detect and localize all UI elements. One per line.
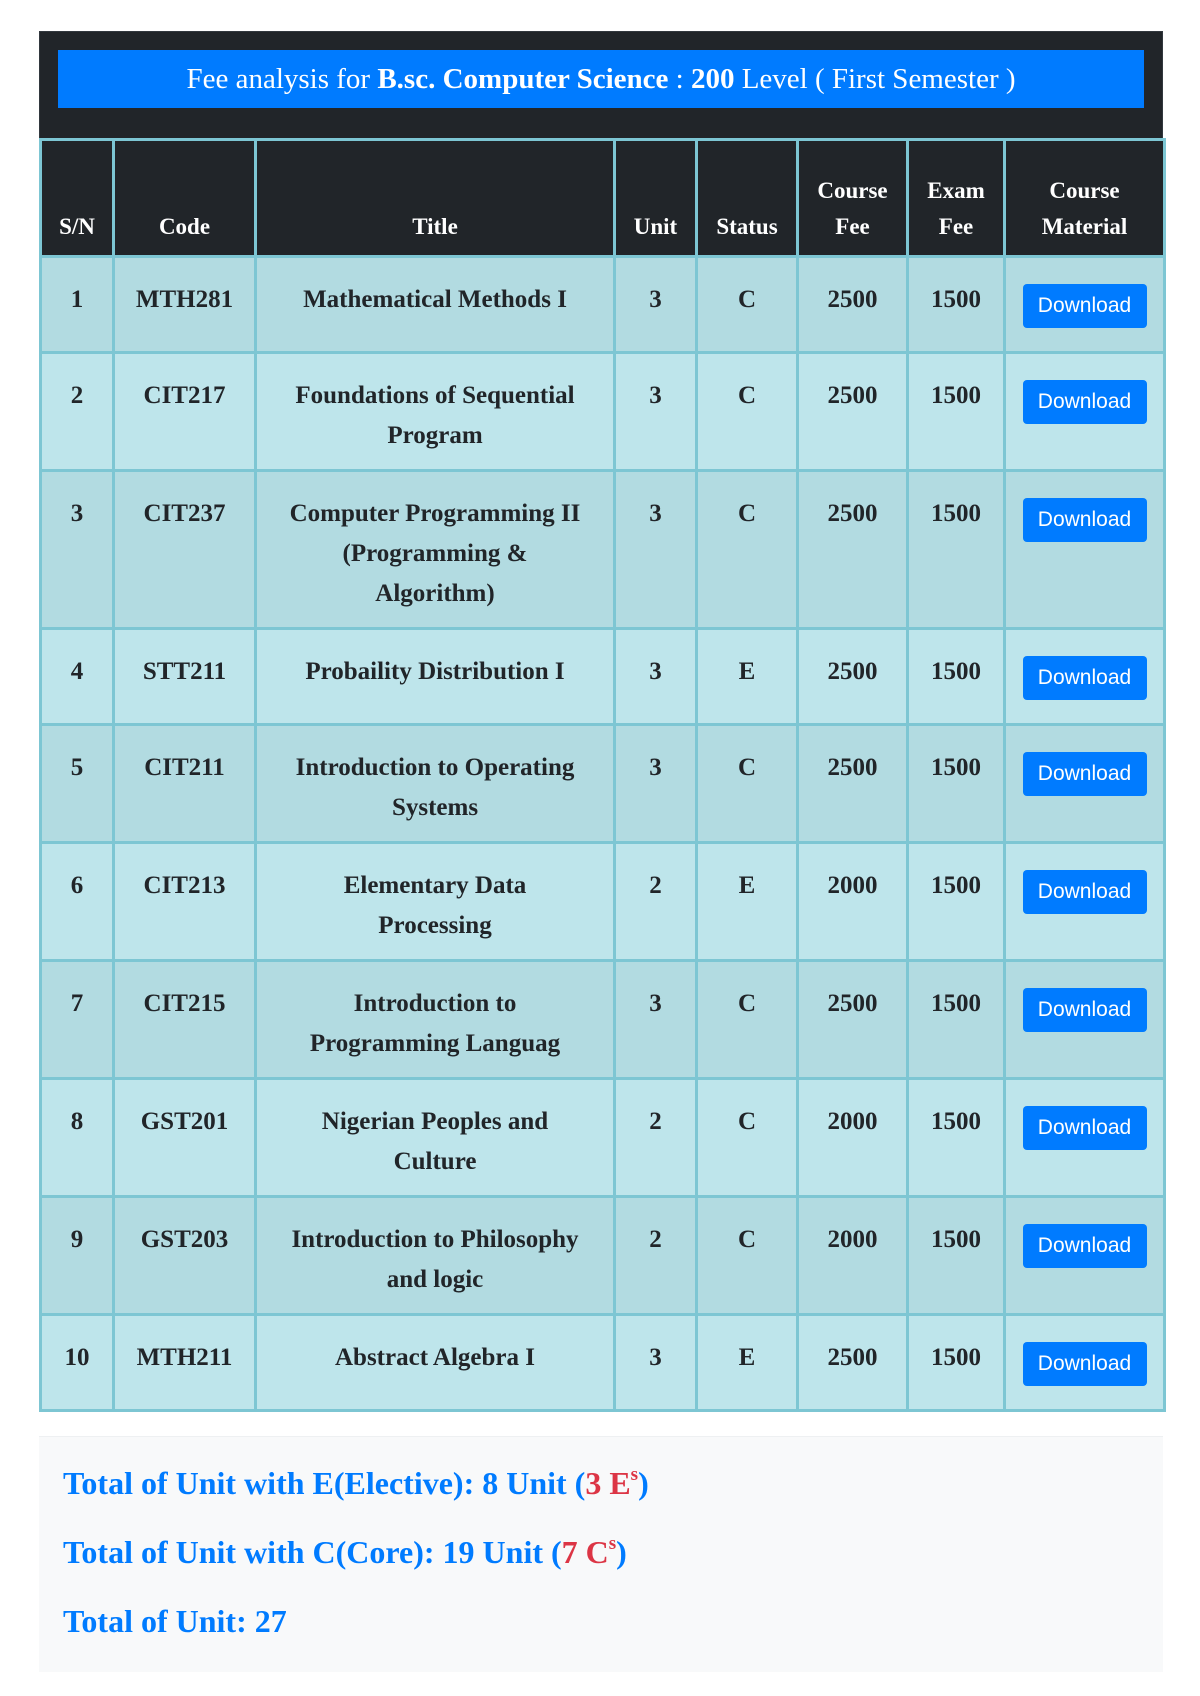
cell-code: STT211 [114,629,256,725]
cell-status: E [697,629,798,725]
program-name: B.sc. Computer Science [377,62,669,95]
cell-sn: 6 [41,843,114,961]
cell-sn: 7 [41,961,114,1079]
core-total: Total of Unit with C(Core): 19 Unit (7 $C^s$) [63,1533,627,1570]
header-exam-fee: Exam Fee [908,140,1005,257]
download-button[interactable]: Download [1023,870,1147,914]
cell-code: CIT217 [114,353,256,471]
cell-title: Abstract Algebra I [256,1315,615,1411]
cell-sn: 9 [41,1197,114,1315]
download-button[interactable]: Download [1023,752,1147,796]
elective-count: 3 $E^s$ [585,1464,639,1501]
cell-sn: 10 [41,1315,114,1411]
cell-material [1005,471,1165,629]
level-number: 200 [690,62,735,95]
header-status: Status [697,140,798,257]
cell-exam-fee: 1500 [908,353,1005,471]
cell-unit: 3 [615,725,697,843]
cell-title: Nigerian Peoples and Culture [256,1079,615,1197]
table-row [41,629,1165,725]
cell-unit: 3 [615,257,697,353]
cell-status: C [697,1197,798,1315]
table-row [41,257,1165,353]
cell-material [1005,1315,1165,1411]
cell-material [1005,257,1165,353]
cell-code: GST203 [114,1197,256,1315]
cell-code: MTH211 [114,1315,256,1411]
table-row [41,1079,1165,1197]
cell-exam-fee: 1500 [908,725,1005,843]
cell-sn: 8 [41,1079,114,1197]
download-button[interactable]: Download [1023,498,1147,542]
cell-course-fee: 2500 [798,961,908,1079]
cell-status: E [697,1315,798,1411]
cell-material [1005,629,1165,725]
header-title: Title [256,140,615,257]
cell-unit: 3 [615,471,697,629]
cell-status: C [697,1079,798,1197]
download-button[interactable]: Download [1023,284,1147,328]
header-code: Code [114,140,256,257]
cell-course-fee: 2500 [798,629,908,725]
cell-material [1005,961,1165,1079]
banner-prefix: Fee analysis for [186,62,378,95]
cell-unit: 3 [615,961,697,1079]
cell-code: CIT213 [114,843,256,961]
download-button[interactable]: Download [1023,1224,1147,1268]
cell-course-fee: 2500 [798,471,908,629]
cell-title: Elementary Data Processing [256,843,615,961]
header-course-fee: Course Fee [798,140,908,257]
cell-unit: 2 [615,843,697,961]
download-button[interactable]: Download [1023,1342,1147,1386]
cell-status: E [697,843,798,961]
header-sn: S/N [41,140,114,257]
cell-exam-fee: 1500 [908,629,1005,725]
cell-sn: 1 [41,257,114,353]
cell-material [1005,353,1165,471]
table-row [41,843,1165,961]
cell-title: Foundations of Sequential Program [256,353,615,471]
cell-status: C [697,353,798,471]
cell-sn: 4 [41,629,114,725]
cell-exam-fee: 1500 [908,961,1005,1079]
cell-exam-fee: 1500 [908,1079,1005,1197]
cell-code: CIT237 [114,471,256,629]
cell-title: Probaility Distribution I [256,629,615,725]
cell-course-fee: 2000 [798,1079,908,1197]
download-button[interactable]: Download [1023,656,1147,700]
cell-unit: 2 [615,1197,697,1315]
cell-exam-fee: 1500 [908,1315,1005,1411]
cell-status: C [697,471,798,629]
cell-exam-fee: 1500 [908,843,1005,961]
cell-material [1005,725,1165,843]
unit-summary [39,1436,1163,1672]
cell-code: CIT211 [114,725,256,843]
courses-table [39,138,1166,1412]
cell-exam-fee: 1500 [908,257,1005,353]
cell-code: GST201 [114,1079,256,1197]
cell-status: C [697,961,798,1079]
grand-total: Total of Unit: 27 [63,1603,287,1639]
level-suffix: Level ( First Semester ) [734,62,1016,95]
header-course-material: Course Material [1005,140,1165,257]
cell-material [1005,1079,1165,1197]
cell-code: MTH281 [114,257,256,353]
elective-total: Total of Unit with E(Elective): 8 Unit (3 $E^s$) [63,1464,649,1501]
cell-exam-fee: 1500 [908,471,1005,629]
cell-unit: 3 [615,1315,697,1411]
cell-status: C [697,725,798,843]
cell-course-fee: 2500 [798,1315,908,1411]
cell-material [1005,1197,1165,1315]
fee-analysis-banner [58,50,1144,108]
table-row [41,353,1165,471]
cell-title: Mathematical Methods I [256,257,615,353]
table-row [41,1197,1165,1315]
cell-status: C [697,257,798,353]
core-count: 7 $C^s$ [561,1533,617,1570]
cell-unit: 2 [615,1079,697,1197]
banner-container [39,31,1163,138]
cell-sn: 5 [41,725,114,843]
download-button[interactable]: Download [1023,1106,1147,1150]
table-row [41,725,1165,843]
table-header-row [41,140,1165,257]
table-row [41,961,1165,1079]
cell-unit: 3 [615,353,697,471]
fee-analysis-panel [39,31,1163,1672]
banner-separator: : [668,62,691,95]
cell-code: CIT215 [114,961,256,1079]
cell-title: Introduction to Philosophy and logic [256,1197,615,1315]
header-unit: Unit [615,140,697,257]
cell-course-fee: 2000 [798,1197,908,1315]
download-button[interactable]: Download [1023,988,1147,1032]
cell-exam-fee: 1500 [908,1197,1005,1315]
cell-course-fee: 2500 [798,725,908,843]
cell-title: Computer Programming II (Programming & Algorithm) [256,471,615,629]
table-row [41,471,1165,629]
cell-sn: 3 [41,471,114,629]
cell-title: Introduction to Operating Systems [256,725,615,843]
cell-title: Introduction to Programming Languag [256,961,615,1079]
cell-sn: 2 [41,353,114,471]
cell-course-fee: 2000 [798,843,908,961]
download-button[interactable]: Download [1023,380,1147,424]
table-row [41,1315,1165,1411]
cell-material [1005,843,1165,961]
cell-course-fee: 2500 [798,257,908,353]
cell-unit: 3 [615,629,697,725]
cell-course-fee: 2500 [798,353,908,471]
